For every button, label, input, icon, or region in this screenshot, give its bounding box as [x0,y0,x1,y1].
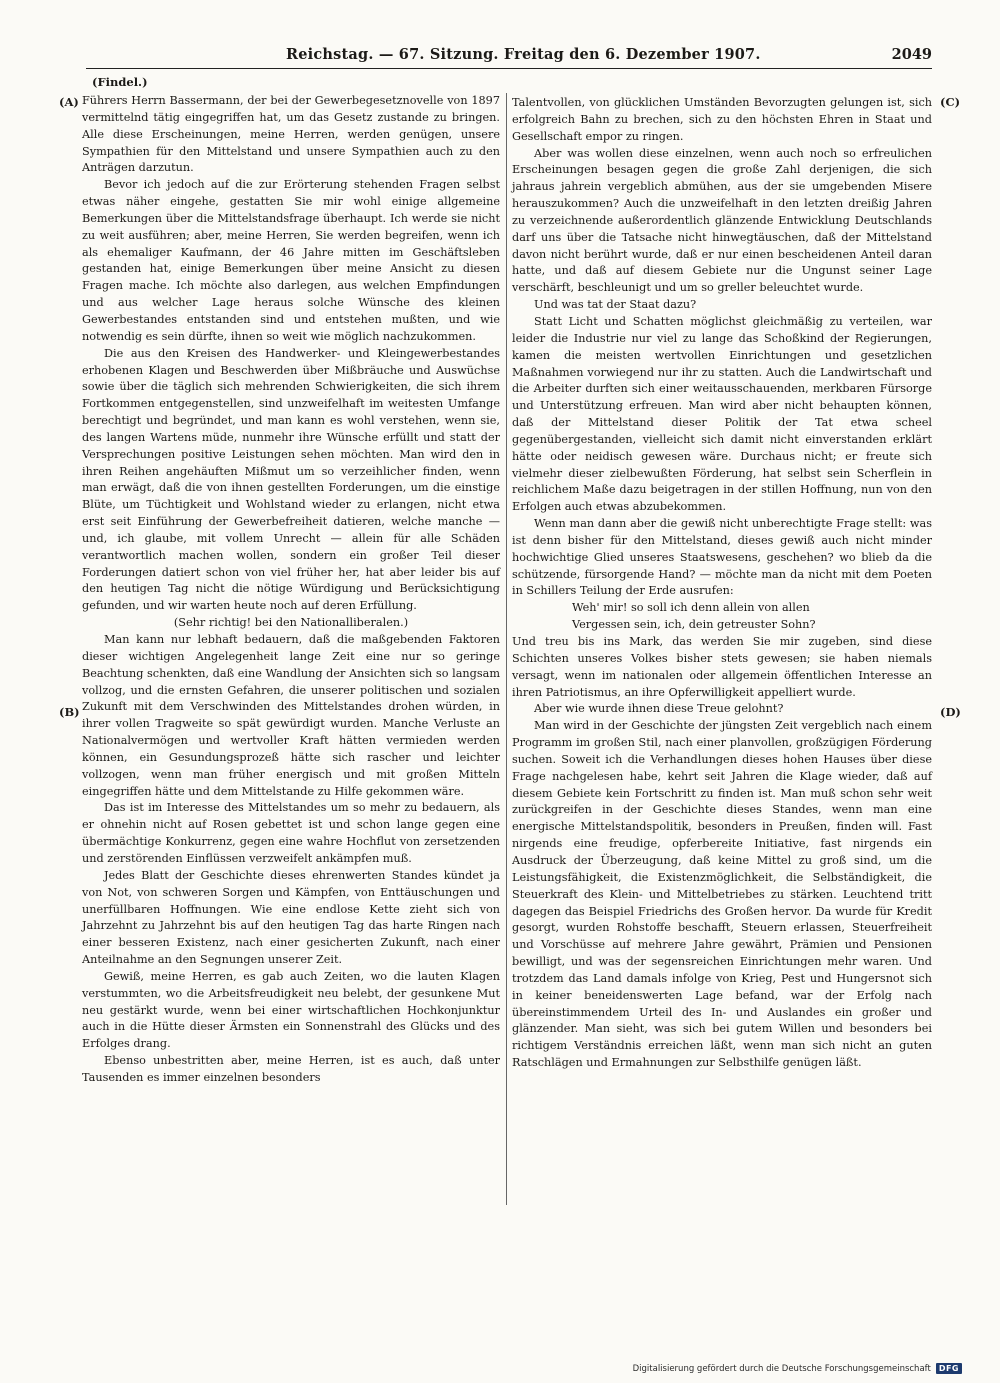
running-title: Reichstag. — 67. Sitzung. Freitag den 6. Dezember 1907. [286,46,761,63]
paragraph: Bevor ich jedoch auf die zur Erörterung stehenden Fragen selbst etwas näher eingehe, gestatten Sie mir wohl einige allgemeine Bemerkungen über die Mittelstandsfrage überhaupt. Ich werde sie nicht zu weit ausführen; aber, meine Herren, Sie werden begreifen, wenn ich als ehemaliger Kaufmann, der 46 Jahre mitten im Geschäftsleben gestanden hat, einige Bemerkungen über meine Ansicht zu diesen Fragen mache. Ich möchte also darlegen, aus welchen Empfindungen und aus welcher Lage heraus solche Wünsche des kleinen Gewerbestandes entstanden sind und entstehen mußten, und wie notwendig es sein dürfte, ihnen so weit wie möglich nachzukommen. [82,178,500,343]
interjection: (Sehr richtig! bei den Nationalliberalen.) [173,616,409,630]
paragraph: Ebenso unbestritten aber, meine Herren, ist es auch, daß unter Tausenden es immer einzelnen besonders [82,1054,500,1084]
margin-marker-d: (D) [940,705,961,719]
paragraph: Die aus den Kreisen des Handwerker- und Kleingewerbestandes erhobenen Klagen und Beschwerden über Mißbräuche und Auswüchse sowie über die täglich sich mehrenden Schwierigkeiten, die sich ihrem Fortkommen entgegenstellen, sind unzweifelhaft im weitesten Umfange berechtigt und begründet, und man kann es wohl verstehen, wenn sie, des langen Wartens müde, nunmehr ihre Wünsche erfüllt und statt der Versprechungen positive Leistungen sehen möchten. Man wird den in ihren Reihen angehäuften Mißmut um so verzeihlicher finden, wenn man erwägt, daß die von ihnen gestellten Forderungen, um die einstige Blüte, um Tüchtigkeit und Wohlstand wieder zu erlangen, nicht etwa erst seit Einführung der Gewerbefreiheit datieren, welche manche — und, ich glaube, mit vollem Unrecht — allein für alle Schäden verantwortlich machen wollen, sondern ein großer Teil dieser Forderungen datiert schon von viel früher her, hat aber leider bis auf den heutigen Tag nicht die nötige Würdigung und Berücksichtigung gefunden, und wir warten heute noch auf deren Erfüllung. [82,346,500,613]
margin-marker-a: (A) [59,95,79,109]
margin-marker-c: (C) [940,95,961,109]
verse-line: Vergessen sein, ich, dein getreuster Sohn? [572,618,816,632]
paragraph: Das ist im Interesse des Mittelstandes um so mehr zu bedauern, als er ohnehin nicht auf Rosen gebettet ist und schon lange gegen eine übermächtige Konkurrenz, gegen eine wahre Hochflut von zersetzenden und zerstörenden Einflüssen verzweifelt ankämpfen muß. [82,801,500,865]
paragraph: Und treu bis ins Mark, das werden Sie mir zugeben, sind diese Schichten unseres Volkes bisher stets gewesen; sie haben niemals versagt, wenn im nationalen oder allgemein öffentlichen Interesse an ihren Patriotismus, an ihre Opferwilligkeit appelliert wurde. [512,635,932,699]
footer-credit: Digitalisierung gefördert durch die Deutsche Forschungsgemeinschaft [632,1363,931,1374]
paragraph: Jedes Blatt der Geschichte dieses ehrenwerten Standes kündet ja von Not, von schweren Sorgen und Kämpfen, von Enttäuschungen und unerfüllbaren Hoffnungen. Wie eine endlose Kette zieht sich von Jahrzehnt zu Jahrzehnt bis auf den heutigen Tag das harte Ringen nach einer besseren Existenz, nach einer gesicherten Zukunft, nach einer Anteilnahme an den Segnungen unserer Zeit. [82,868,500,967]
paragraph: Führers Herrn Bassermann, der bei der Gewerbegesetznovelle von 1897 vermittelnd tätig eingegriffen hat, um das Gesetz zustande zu bringen. Alle diese Erscheinungen, meine Herren, werden genügen, unsere Sympathien für den Mittelstand und unsere Sympathien auch zu den Anträgen darzutun. [82,94,500,175]
paragraph: Man wird in der Geschichte der jüngsten Zeit vergeblich nach einem Programm im großen Stil, nach einer planvollen, großzügigen Förderung suchen. Soweit ich die Verhandlungen dieses hohen Hauses über diese Frage nachgelesen habe, kehrt seit Jahren die Klage wieder, daß auf diesem Gebiete kein Fortschritt zu finden ist. Man muß schon sehr weit zurückgreifen in der Geschichte dieses Standes, wenn man eine energische Mittelstandspolitik, besonders in Preußen, finden will. Fast nirgends eine freudige, opferbereite Initiative, fast nirgends ein Ausdruck der Überzeugung, daß keine Mittel zu groß sind, um die Leistungsfähigkeit, die Existenzmöglichkeit, die Selbständigkeit, die Steuerkraft des Klein- und Mittelbetriebes zu stärken. Leuchtend tritt dagegen das Beispiel Friedrichs des Großen hervor. Da wurde für Kredit gesorgt, wurden Rohstoffe beschafft, Steuern erlassen, Steuerfreiheit und Vorschüsse auf mehrere Jahre gewährt, Prämien und Pensionen bewilligt, und was der segensreichen Einrichtungen mehr waren. Und trotzdem das Land damals infolge von Krieg, Pest und Hungersnot sich in keiner beneidenswerten Lage befand, war der Erfolg nach übereinstimmendem Urteil des In- und Auslandes ein großer und glänzender. Man sieht, was sich bei gutem Willen und besonders bei richtigem Verständnis erreichen läßt, wenn man sich nicht an guten Ratschlägen und Ermahnungen zur Selbsthilfe genügen läßt. [512,719,932,1070]
paragraph: Aber wie wurde ihnen diese Treue gelohnt? [534,702,784,716]
column-divider [506,93,507,1205]
header-rule [86,68,932,69]
paragraph: Man kann nur lebhaft bedauern, daß die maßgebenden Faktoren dieser wichtigen Angelegenheit lange Zeit eine nur so geringe Beachtung schenkten, daß eine Wandlung der Ansichten sich so langsam vollzog, und die ernsten Gefahren, die unserer politischen und sozialen Zukunft mit dem Verschwinden des Mittelstandes drohen würden, in ihrer vollen Tragweite so spät gewürdigt wurden. Manche Verluste an Nationalvermögen und wertvoller Kraft hätten vermieden werden können, ein Gesundungsprozeß hätte sich rascher und leichter vollzogen, wenn man früher energisch und mit großen Mitteln eingegriffen hätte und dem Mittelstande zu Hilfe gekommen wäre. [82,633,500,798]
right-column [512,95,932,1072]
paragraph: Aber was wollen diese einzelnen, wenn auch noch so erfreulichen Erscheinungen besagen gegen die große Zahl derjenigen, die sich jahraus jahrein vergeblich abmühen, aus der sie umgebenden Misere herauszukommen? Auch die unzweifelhaft in den letzten dreißig Jahren zu verzeichnende außerordentlich glänzende Entwicklung Deutschlands darf uns über die Tatsache nicht hinwegtäuschen, daß der Mittelstand davon nicht berührt wurde, daß er nur einen bescheidenen Anteil daran hatte, und daß auf diesem Gebiete nur die Ungunst seiner Lage verschärft, beschleunigt und um so greller beleuchtet wurde. [512,146,932,295]
speaker-name: (Findel.) [92,75,148,89]
page-number: 2049 [891,46,932,63]
paragraph: Und was tat der Staat dazu? [534,298,697,312]
paragraph: Statt Licht und Schatten möglichst gleichmäßig zu verteilen, war leider die Industrie nur viel zu lange das Schoßkind der Regierungen, kamen die meisten wertvollen Einrichtungen und gesetzlichen Maßnahmen vorwiegend nur ihr zu statten. Auch die Landwirtschaft und die Arbeiter durften sich einer weitausschauenden, merkbaren Fürsorge und Unterstützung erfreuen. Man wird aber nicht behaupten können, daß der Mittelstand dieser Politik der Tat etwa scheel gegenübergestanden, vielleicht sich damit nicht einverstanden erklärt hätte oder neidisch gewesen wäre. Durchaus nicht; er freute sich vielmehr dieser zielbewußten Förderung, hat selbst sein Scherflein in reichlichem Maße dazu beigetragen in der stillen Hoffnung, nun von den Erfolgen auch etwas abzubekommen. [512,314,932,514]
footer [633,1363,962,1374]
left-column [82,93,500,1087]
page-header [86,42,932,68]
paragraph: Gewiß, meine Herren, es gab auch Zeiten, wo die lauten Klagen verstummten, wo die Arbeitsfreudigkeit neu belebt, der gesunkene Mut neu gestärkt wurde, wenn bei einer wirtschaftlichen Hochkonjunktur auch in die Hütte dieser Ärmsten ein Sonnenstrahl des Glücks und des Erfolges drang. [82,969,500,1051]
paragraph: Wenn man dann aber die gewiß nicht unberechtigte Frage stellt: was ist denn bisher für den Mittelstand, dieses gewiß auch nicht minder hochwichtige Glied unseres Staatswesens, geschehen? wo blieb da die schützende, fürsorgende Hand? — möchte man da nicht mit dem Poeten in Schillers Teilung der Erde ausrufen: [512,517,932,598]
paragraph: Talentvollen, von glücklichen Umständen Bevorzugten gelungen ist, sich erfolgreich Bahn zu brechen, sich zu den höchsten Ehren in Staat und Gesellschaft empor zu ringen. [512,96,932,143]
verse-line: Weh' mir! so soll ich denn allein von allen [572,601,810,615]
dfg-logo: DFG [936,1363,962,1374]
margin-marker-b: (B) [59,705,80,719]
